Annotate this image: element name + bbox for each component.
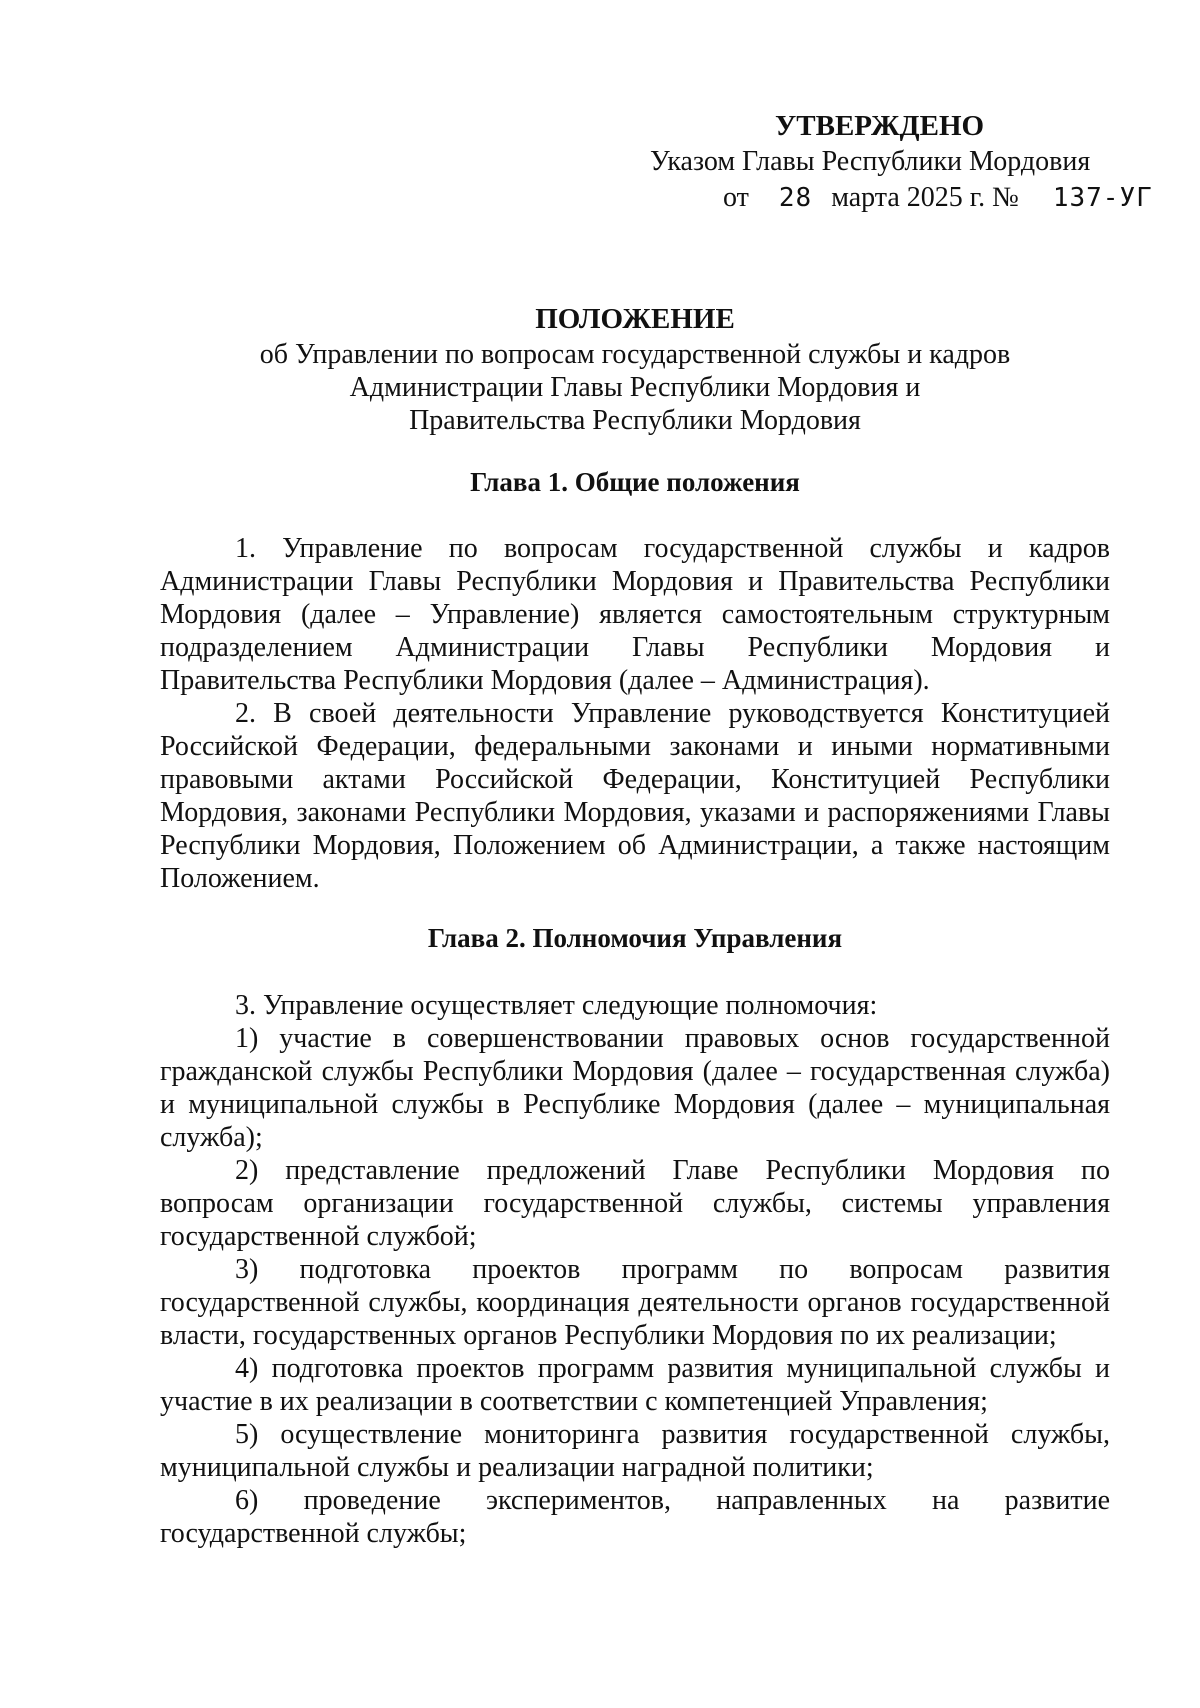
document-heading xyxy=(160,303,1110,437)
document-title: ПОЛОЖЕНИЕ xyxy=(535,303,735,335)
document-subtitle-line: Правительства Республики Мордовия xyxy=(409,405,861,436)
paragraph-1: 1. Управление по вопросам государственной службы и кадров Администрации Главы Республики Мордовия и Правительства Республики Мордовия (далее – Управление) является самостоятельным структурным подразделением Администрации Главы Республики Мордовия и Правительства Республики Мордовия (далее – Администрация). xyxy=(160,533,1110,696)
chapter-1-title: Глава 1. Общие положения xyxy=(470,467,800,497)
paragraph-2: 2. В своей деятельности Управление руководствуется Конституцией Российской Федерации, федеральными законами и иными нормативными правовыми актами Российской Федерации, Конституцией Республики Мордовия, законами Республики Мордовия, указами и распоряжениями Главы Республики Мордовия, Положением об Администрации, а также настоящим Положением. xyxy=(160,698,1110,894)
subitem-5: 5) осуществление мониторинга развития государственной службы, муниципальной службы и реализации наградной политики; xyxy=(160,1419,1110,1483)
paragraph-3: 3. Управление осуществляет следующие полномочия: xyxy=(235,990,878,1021)
document-subtitle-line: Администрации Главы Республики Мордовия и xyxy=(349,372,921,403)
subitem-1: 1) участие в совершенствовании правовых основ государственной гражданской службы Республики Мордовия (далее – государственная служба) и муниципальной службы в Республике Мордовия (далее – муниципальная служба); xyxy=(160,1023,1110,1153)
approval-by: Указом Главы Республики Мордовия xyxy=(650,146,1091,177)
approval-block xyxy=(640,108,1160,216)
approval-date-line xyxy=(640,180,1160,216)
subitem-2: 2) представление предложений Главе Республики Мордовия по вопросам организации государственной службы, системы управления государственной службой; xyxy=(160,1155,1110,1252)
approval-month-year: марта 2025 г. xyxy=(831,182,986,213)
chapter-2-body xyxy=(160,989,1110,1550)
document-subtitle-line: об Управлении по вопросам государственной службы и кадров xyxy=(259,339,1011,370)
chapter-2-title: Глава 2. Полномочия Управления xyxy=(427,923,843,953)
approval-title: УТВЕРЖДЕНО xyxy=(775,110,985,142)
approval-date-prefix: от xyxy=(723,182,749,213)
approval-number-sign: № xyxy=(992,182,1019,213)
chapter-1-body xyxy=(160,532,1110,895)
subitem-4: 4) подготовка проектов программ развития муниципальной службы и участие в их реализации в соответствии с компетенцией Управления; xyxy=(160,1353,1110,1417)
approval-day: 28 xyxy=(778,183,813,213)
approval-number: 137-УГ xyxy=(1052,183,1153,213)
subitem-6: 6) проведение экспериментов, направленных на развитие государственной службы; xyxy=(160,1485,1110,1549)
subitem-3: 3) подготовка проектов программ по вопросам развития государственной службы, координация деятельности органов государственной власти, государственных органов Республики Мордовия по их реализации; xyxy=(160,1254,1110,1351)
